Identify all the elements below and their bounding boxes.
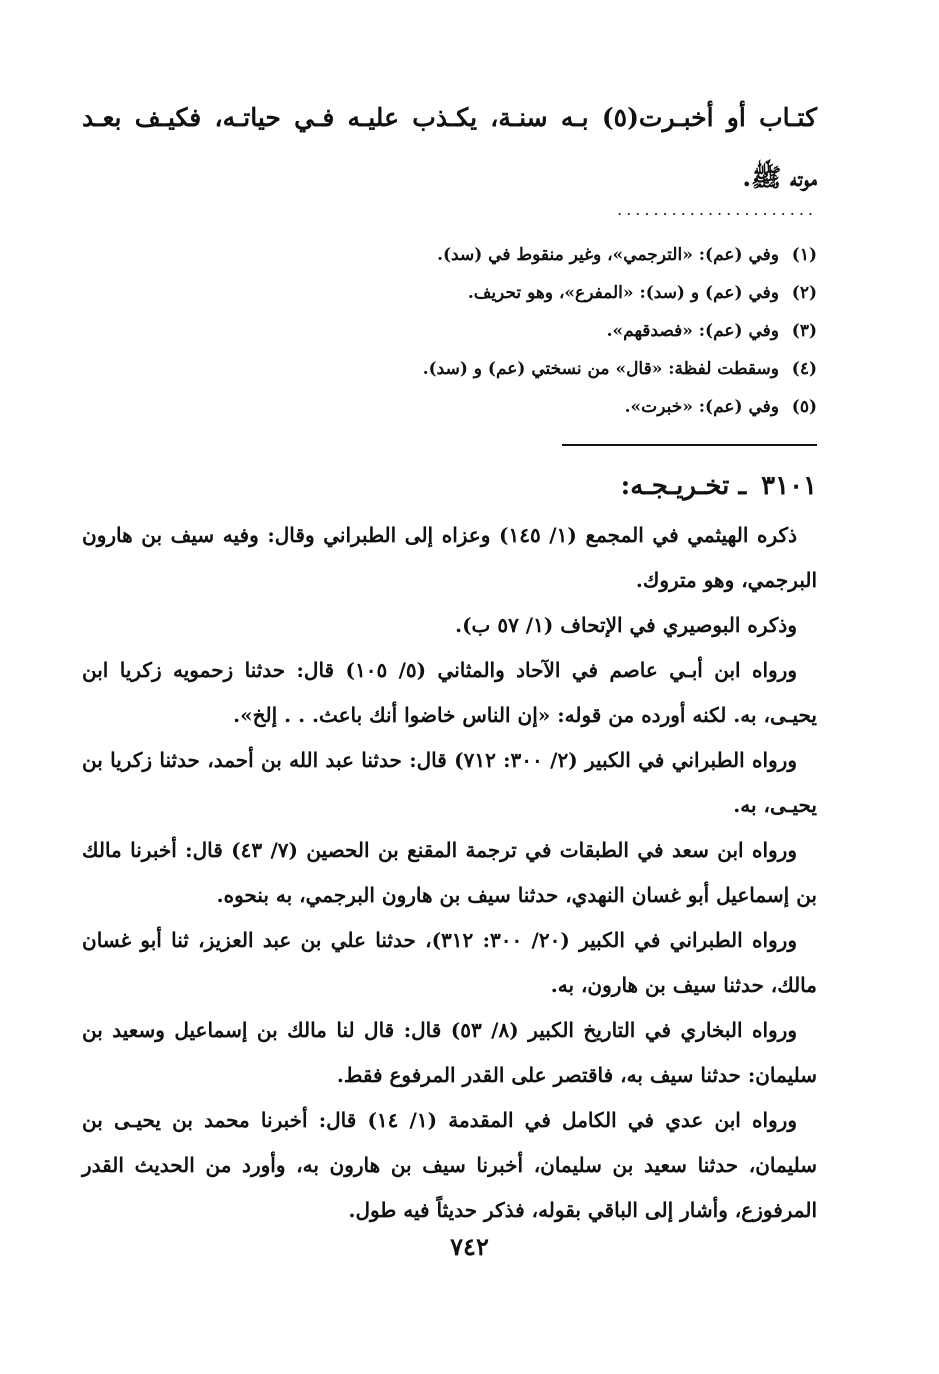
footnote-item	[82, 274, 817, 312]
footnote-item	[82, 236, 817, 274]
continuation-line-1: كتـاب أو أخبـرت(٥) بـه سنـة، يكـذب عليـه فـي حياتـه، فكيـف بعـد	[82, 103, 818, 132]
body-paragraph: ورواه ابن عدي في الكامل في المقدمة (١/ ١٤) قال: أخبرنا محمد بن يحيـى بن سليمان، حدثنا سعيد بن سليمان، أخبرنا سيف بن هارون به، وأورد من الحديث القدر المرفوزع، وأشار إلى الباقي بقوله، فذكر حديثاً فيه طول.	[82, 1108, 817, 1222]
footnote-number: (٢)	[791, 283, 817, 303]
footnote-item	[82, 350, 817, 388]
section-heading	[621, 466, 817, 506]
heading-title: تخـريـجـه:	[620, 471, 730, 501]
body-paragraph: ورواه الطبراني في الكبير (٢/ ٣٠٠: ٧١٢) قال: حدثنا عبد الله بن أحمد، حدثنا زكريا بن يحيـى، به.	[82, 748, 817, 817]
footnote-number: (٤)	[791, 359, 817, 379]
footnote-item	[82, 388, 817, 426]
takhrij-body	[82, 513, 817, 1233]
continuation-line-2: موته ﷺ.	[742, 163, 817, 192]
footnote-text: وفي (عم): «خبرت».	[624, 397, 779, 417]
footnote-text: وسقطت لفظة: «قال» من نسختي (عم) و (سد).	[422, 359, 779, 379]
body-paragraph: ورواه البخاري في التاريخ الكبير (٨/ ٥٣) قال: قال لنا مالك بن إسماعيل وسعيد بن سليمان: حدثنا سيف به، فاقتصر على القدر المرفوع فقط.	[82, 1018, 817, 1087]
body-paragraph: ذكره الهيثمي في المجمع (١/ ١٤٥) وعزاه إلى الطبراني وقال: وفيه سيف بن هارون البرجمي، وهو متروك.	[82, 523, 817, 592]
footnote-number: (٥)	[791, 397, 817, 417]
continuation-paragraph	[82, 88, 817, 208]
hadith-number: ٣١٠١	[761, 471, 817, 501]
heading-dash: ـ	[738, 471, 747, 501]
footnote-text: وفي (عم): «فصدقهم».	[606, 321, 779, 341]
footnotes	[82, 236, 817, 426]
body-paragraph: وذكره البوصيري في الإتحاف (١/ ٥٧ ب).	[455, 613, 797, 637]
footnote-text: وفي (عم) و (سد): «المفرع»، وهو تحريف.	[467, 283, 779, 303]
footnote-separator-dots: ......................	[617, 200, 817, 219]
page-number: ٧٤٢	[450, 1232, 489, 1261]
body-paragraph: ورواه ابن أبـي عاصم في الآحاد والمثاني (٥/ ١٠٥) قال: حدثنا زحمويه زكريا ابن يحيـى، به. لكنه أورده من قوله: «إن الناس خاضوا أنك باعث. . . إلخ».	[82, 658, 817, 727]
section-divider-rule	[562, 444, 817, 446]
body-paragraph: ورواه الطبراني في الكبير (٢٠/ ٣٠٠: ٣١٢)، حدثنا علي بن عبد العزيز، ثنا أبو غسان مالك، حدثنا سيف بن هارون، به.	[82, 928, 817, 997]
footnote-number: (١)	[791, 245, 817, 265]
footnote-text: وفي (عم): «الترجمي»، وغير منقوط في (سد).	[437, 245, 779, 265]
footnote-number: (٣)	[791, 321, 817, 341]
footnote-item	[82, 312, 817, 350]
body-paragraph: ورواه ابن سعد في الطبقات في ترجمة المقنع بن الحصين (٧/ ٤٣) قال: أخبرنا مالك بن إسماعيل أبو غسان النهدي، حدثنا سيف بن هارون البرجمي، به بنحوه.	[82, 838, 817, 907]
